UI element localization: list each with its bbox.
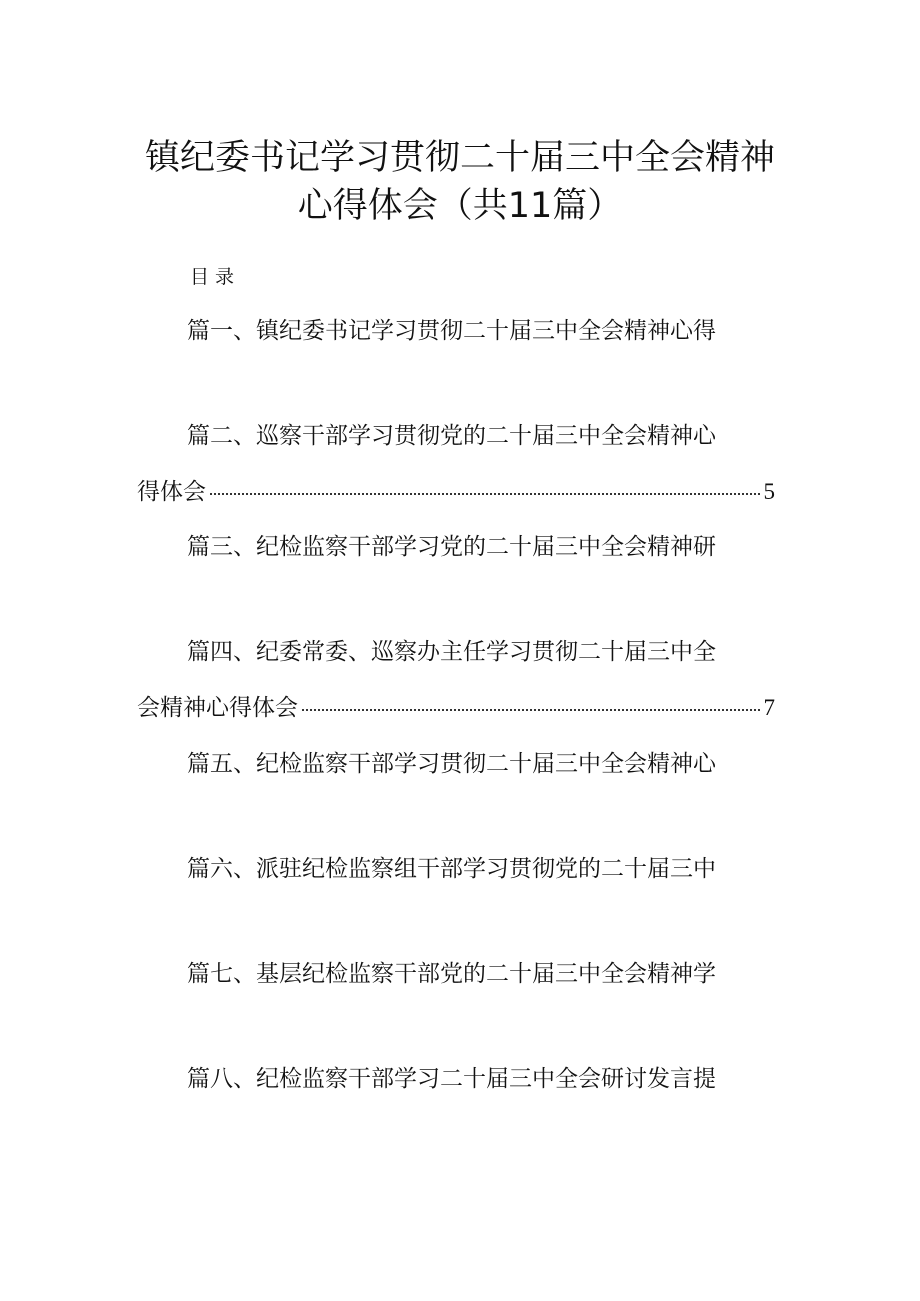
- document-title-line-2: 心得体会（共11篇）: [297, 186, 623, 226]
- toc-entry-5[interactable]: 篇五、纪检监察干部学习贯彻二十届三中全会精神心: [187, 751, 716, 777]
- toc-entry-2[interactable]: 篇二、巡察干部学习贯彻党的二十届三中全会精神心: [187, 423, 716, 449]
- toc-entry-3[interactable]: 篇三、纪检监察干部学习党的二十届三中全会精神研: [187, 534, 716, 560]
- dot-leader: [302, 705, 760, 711]
- toc-entry-4-continuation-text: 会精神心得体会: [137, 695, 298, 721]
- toc-entry-2-continuation[interactable]: [137, 477, 775, 507]
- toc-entry-8[interactable]: 篇八、纪检监察干部学习二十届三中全会研讨发言提: [187, 1066, 716, 1092]
- toc-entry-4-page-number: 7: [763, 695, 775, 720]
- toc-entry-7[interactable]: 篇七、基层纪检监察干部党的二十届三中全会精神学: [187, 961, 716, 987]
- toc-heading: 目录: [190, 266, 241, 288]
- toc-entry-2-continuation-text: 得体会: [137, 479, 206, 505]
- toc-entry-4[interactable]: 篇四、纪委常委、巡察办主任学习贯彻二十届三中全: [187, 639, 716, 665]
- toc-entry-1[interactable]: 篇一、镇纪委书记学习贯彻二十届三中全会精神心得: [187, 318, 716, 344]
- toc-entry-2-page-number: 5: [763, 479, 775, 504]
- toc-entry-6[interactable]: 篇六、派驻纪检监察组干部学习贯彻党的二十届三中: [187, 856, 716, 882]
- document-title-line-1: 镇纪委书记学习贯彻二十届三中全会精神: [144, 138, 775, 178]
- dot-leader: [210, 489, 760, 495]
- toc-entry-4-continuation[interactable]: [137, 693, 775, 723]
